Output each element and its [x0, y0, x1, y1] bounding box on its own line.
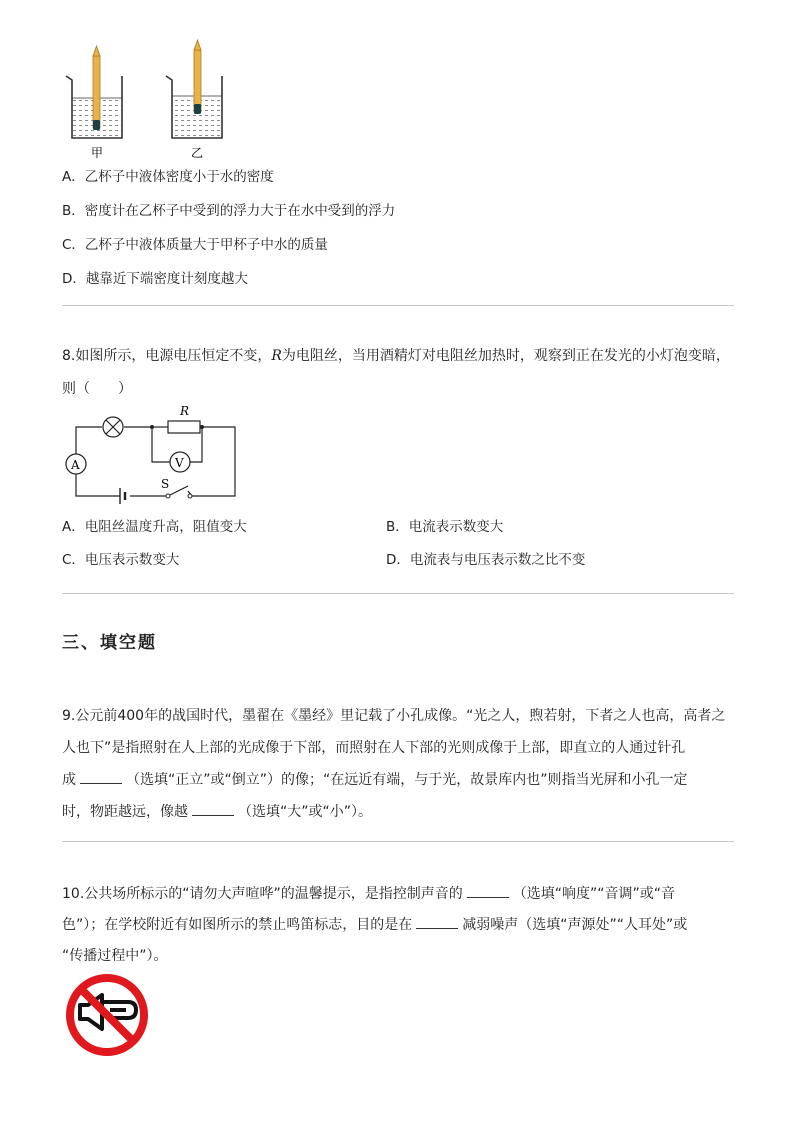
- q9-line2: 人也下”是指照射在人上部的光成像于下部，而照射在人下部的光则成像于上部，即直立的人通过针孔: [62, 740, 686, 756]
- q9-line3-start: 成: [62, 772, 76, 788]
- q10-line3: “传播过程中”）。: [62, 948, 168, 964]
- beaker-jia: [66, 46, 122, 138]
- q10-line1-start: 10.公共场所标示的“请勿大声喧哗”的温馨提示，是指控制声音的: [62, 886, 463, 902]
- figure-label-jia: 甲: [91, 146, 104, 160]
- q10-answer-blank-1[interactable]: [467, 883, 509, 898]
- no-honking-sign-icon: [64, 972, 150, 1058]
- q10-line1: [62, 883, 675, 904]
- q9-line3: [62, 769, 688, 790]
- figure-label-yi: 乙: [191, 146, 204, 160]
- q8-stem-variable: R: [271, 348, 282, 364]
- q9-line3-end: （选填“正立”或“倒立”）的像；“在远近有端，与于光，故景库内也”则指当光屏和小孔一定: [126, 772, 688, 788]
- beaker-yi: [166, 40, 222, 138]
- q9-answer-blank-1[interactable]: [80, 769, 122, 784]
- battery-icon: [120, 488, 125, 504]
- q8-option-d: D．电流表与电压表示数之比不变: [386, 552, 586, 568]
- q8-option-c: C．电压表示数变大: [62, 552, 180, 568]
- q8-stem-suffix: 为电阻丝，当用酒精灯对电阻丝加热时，观察到正在发光的小灯泡变暗，: [281, 348, 730, 364]
- section-title: 三、填空题: [62, 633, 157, 653]
- divider: [62, 305, 734, 306]
- q9-line4-end: （选填“大”或“小”）。: [238, 804, 373, 820]
- divider: [62, 593, 734, 594]
- q8-option-a: A．电阻丝温度升高，阻值变大: [62, 519, 247, 535]
- q7-option-a: A．乙杯子中液体密度小于水的密度: [62, 169, 274, 185]
- q7-option-b: B．密度计在乙杯子中受到的浮力大于在水中受到的浮力: [62, 203, 396, 219]
- voltmeter-label: V: [175, 456, 184, 470]
- q10-line2-start: 色”）；在学校附近有如图所示的禁止鸣笛标志，目的是在: [62, 917, 413, 933]
- circuit-diagram: [60, 400, 245, 504]
- resistor-icon: [168, 421, 200, 433]
- q8-stem-prefix: 8.如图所示，电源电压恒定不变，: [62, 348, 272, 364]
- q9-line1: 9.公元前400年的战国时代，墨翟在《墨经》里记载了小孔成像。“光之人，煦若射，下者之人也高，高者之: [62, 708, 726, 724]
- divider: [62, 841, 734, 842]
- hydrometer-beakers-figure: [60, 38, 230, 164]
- q9-answer-blank-2[interactable]: [192, 801, 234, 816]
- q8-stem: [62, 346, 730, 366]
- q7-option-c: C．乙杯子中液体质量大于甲杯子中水的质量: [62, 237, 328, 253]
- q7-option-d: D．越靠近下端密度计刻度越大: [62, 271, 248, 287]
- q10-answer-blank-2[interactable]: [416, 914, 458, 929]
- q10-line2-end: 减弱噪声（选填“声源处”“人耳处”或: [462, 917, 688, 933]
- resistor-label: R: [180, 404, 190, 418]
- q8-stem-line2: 则（ ）: [62, 381, 132, 397]
- q8-option-b: B．电流表示数变大: [386, 519, 504, 535]
- lamp-icon: [103, 417, 123, 437]
- q10-line2: [62, 914, 687, 935]
- q9-line4-start: 时，物距越远，像越: [62, 804, 188, 820]
- switch-label: S: [161, 477, 170, 491]
- q9-line4: [62, 801, 372, 822]
- ammeter-label: A: [71, 458, 80, 472]
- q10-line1-end: （选填“响度”“音调”或“音: [512, 886, 676, 902]
